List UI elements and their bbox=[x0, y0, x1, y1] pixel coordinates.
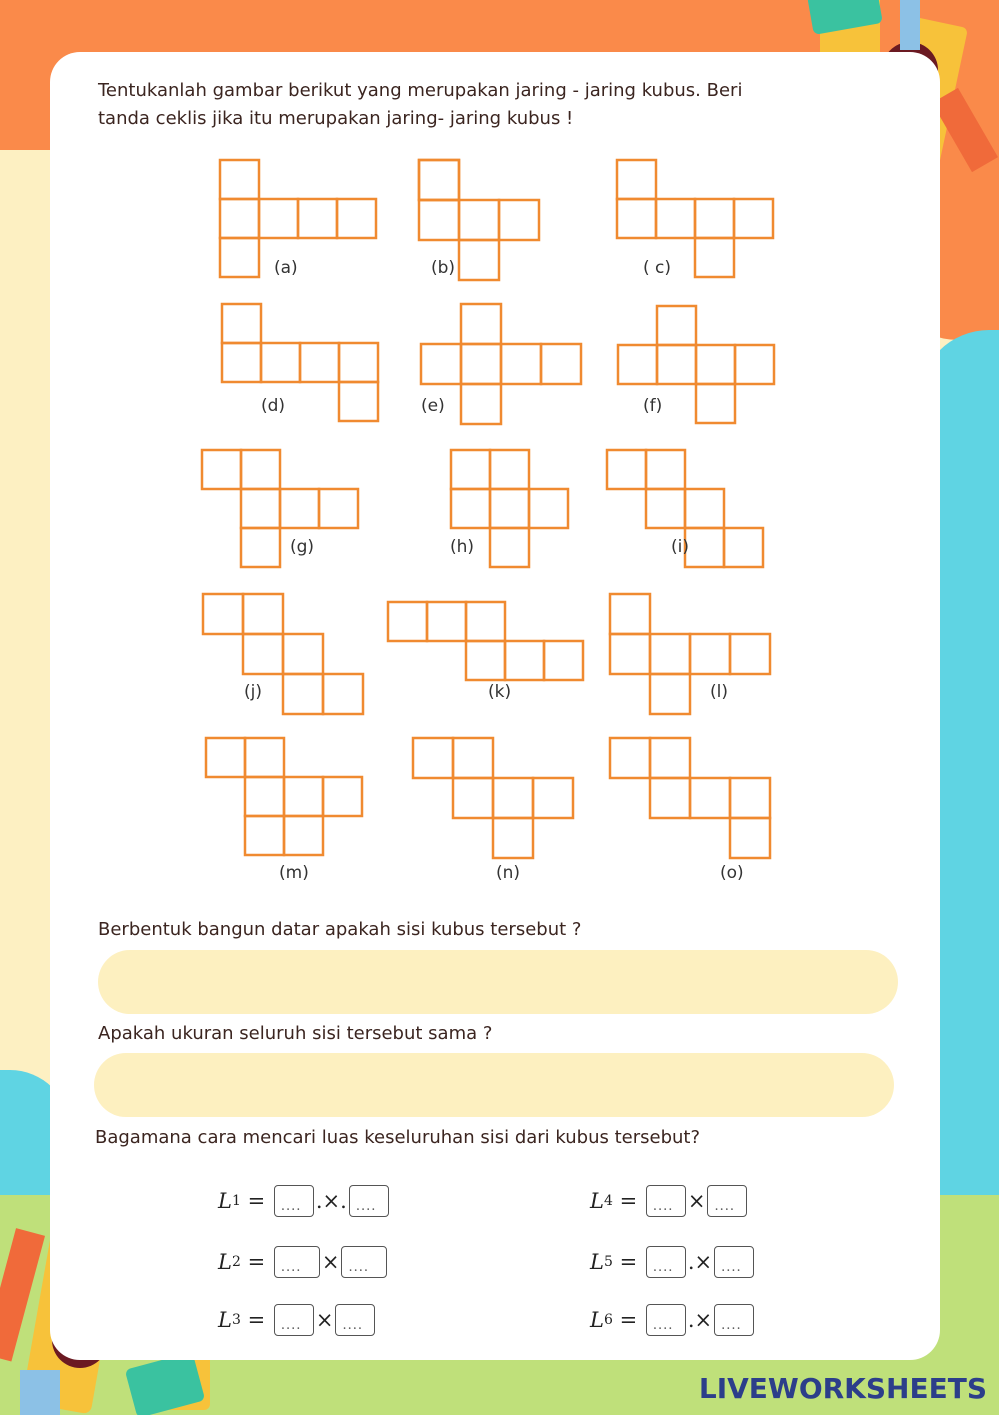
net-square bbox=[222, 304, 261, 343]
net-square bbox=[696, 345, 735, 384]
net-square bbox=[690, 778, 730, 818]
net-square bbox=[607, 450, 646, 489]
cube-net-g[interactable] bbox=[202, 450, 358, 567]
cube-net-l[interactable] bbox=[610, 594, 770, 714]
net-square bbox=[245, 816, 284, 855]
formula-var: L bbox=[218, 1189, 232, 1213]
net-label-d: (d) bbox=[261, 396, 286, 416]
net-label-b: (b) bbox=[431, 258, 456, 278]
answer-box-l6-a[interactable] bbox=[646, 1304, 686, 1336]
net-square bbox=[730, 778, 770, 818]
cube-net-c[interactable] bbox=[617, 160, 773, 277]
net-square bbox=[650, 738, 690, 778]
formula-eq: = bbox=[247, 1189, 266, 1213]
net-square bbox=[413, 738, 453, 778]
answer-box-l4-a[interactable] bbox=[646, 1185, 686, 1217]
cube-net-a[interactable] bbox=[220, 160, 376, 277]
net-label-k: (k) bbox=[488, 682, 512, 702]
net-square bbox=[730, 634, 770, 674]
formula-op: × bbox=[315, 1308, 334, 1332]
net-square bbox=[283, 674, 323, 714]
net-square bbox=[245, 738, 284, 777]
net-label-l: (l) bbox=[710, 682, 728, 702]
net-square bbox=[427, 602, 466, 641]
answer-box-l5-a[interactable] bbox=[646, 1246, 686, 1278]
net-label-e: (e) bbox=[421, 396, 445, 416]
answer-box-l1-a[interactable] bbox=[274, 1185, 314, 1217]
formula-var: L bbox=[590, 1189, 604, 1213]
instruction-line-2: tanda ceklis jika itu merupakan jaring- jaring kubus ! bbox=[98, 108, 574, 129]
net-square bbox=[490, 450, 529, 489]
net-square bbox=[453, 778, 493, 818]
net-label-m: (m) bbox=[279, 863, 309, 883]
formula-op: .×. bbox=[315, 1189, 347, 1213]
net-square bbox=[734, 199, 773, 238]
net-square bbox=[696, 384, 735, 423]
net-square bbox=[657, 345, 696, 384]
formula-l6 bbox=[590, 1304, 756, 1336]
cube-net-f[interactable] bbox=[618, 306, 774, 423]
question-1: Berbentuk bangun datar apakah sisi kubus tersebut ? bbox=[98, 919, 582, 940]
net-square bbox=[241, 450, 280, 489]
formula-l4 bbox=[590, 1185, 749, 1217]
net-square bbox=[610, 594, 650, 634]
net-square bbox=[419, 160, 459, 200]
formula-l1 bbox=[218, 1185, 391, 1217]
formula-sub: 6 bbox=[603, 1312, 613, 1328]
net-square bbox=[490, 528, 529, 567]
net-square bbox=[323, 674, 363, 714]
net-square bbox=[243, 634, 283, 674]
net-square bbox=[493, 778, 533, 818]
cube-net-o[interactable] bbox=[610, 738, 770, 858]
net-square bbox=[222, 343, 261, 382]
formula-op: .× bbox=[687, 1308, 713, 1332]
net-label-c: ( c) bbox=[643, 258, 672, 278]
net-square bbox=[220, 160, 259, 199]
net-label-g: (g) bbox=[290, 537, 315, 557]
net-square bbox=[650, 634, 690, 674]
net-square bbox=[451, 450, 490, 489]
formula-eq: = bbox=[247, 1250, 266, 1274]
net-square bbox=[646, 489, 685, 528]
net-square bbox=[206, 738, 245, 777]
net-square bbox=[695, 238, 734, 277]
net-square bbox=[451, 489, 490, 528]
net-square bbox=[220, 199, 259, 238]
net-square bbox=[610, 634, 650, 674]
net-square bbox=[656, 199, 695, 238]
net-square bbox=[259, 199, 298, 238]
net-square bbox=[730, 818, 770, 858]
net-square bbox=[339, 343, 378, 382]
net-square bbox=[298, 199, 337, 238]
net-square bbox=[617, 199, 656, 238]
formula-op: × bbox=[321, 1250, 340, 1274]
cube-net-e[interactable] bbox=[421, 304, 581, 424]
formula-sub: 5 bbox=[603, 1254, 613, 1270]
net-square bbox=[319, 489, 358, 528]
net-label-h: (h) bbox=[450, 537, 475, 557]
net-square bbox=[261, 343, 300, 382]
net-square bbox=[388, 602, 427, 641]
answer-field-1[interactable] bbox=[98, 950, 898, 1014]
net-square bbox=[490, 489, 529, 528]
formula-sub: 2 bbox=[231, 1254, 241, 1270]
cube-net-d[interactable] bbox=[222, 304, 378, 421]
answer-box-l3-b[interactable] bbox=[335, 1304, 375, 1336]
net-label-n: (n) bbox=[496, 863, 521, 883]
net-label-i: (i) bbox=[671, 537, 689, 557]
net-square bbox=[544, 641, 583, 680]
answer-box-l1-b[interactable] bbox=[349, 1185, 389, 1217]
net-square bbox=[419, 200, 459, 240]
formula-var: L bbox=[590, 1250, 604, 1274]
net-square bbox=[453, 738, 493, 778]
net-square bbox=[245, 777, 284, 816]
net-square bbox=[284, 777, 323, 816]
cube-net-k[interactable] bbox=[388, 602, 583, 680]
liveworksheets-logo: LIVEWORKSHEETS bbox=[698, 1372, 987, 1405]
net-square bbox=[419, 160, 459, 200]
formula-eq: = bbox=[619, 1189, 638, 1213]
net-square bbox=[499, 200, 539, 240]
net-square bbox=[533, 778, 573, 818]
net-square bbox=[339, 382, 378, 421]
net-square bbox=[203, 594, 243, 634]
answer-box-l5-b[interactable] bbox=[714, 1246, 754, 1278]
formula-l5 bbox=[590, 1246, 756, 1278]
formula-op: × bbox=[687, 1189, 706, 1213]
net-square bbox=[466, 602, 505, 641]
net-square bbox=[695, 199, 734, 238]
net-label-j: (j) bbox=[244, 682, 262, 702]
net-square bbox=[323, 777, 362, 816]
net-square bbox=[529, 489, 568, 528]
answer-box-l4-b[interactable] bbox=[707, 1185, 747, 1217]
net-square bbox=[461, 384, 501, 424]
formula-sub: 3 bbox=[231, 1312, 241, 1328]
net-square bbox=[243, 594, 283, 634]
net-square bbox=[461, 304, 501, 344]
question-3: Bagamana cara mencari luas keseluruhan sisi dari kubus tersebut? bbox=[95, 1127, 701, 1148]
formula-op: .× bbox=[687, 1250, 713, 1274]
formula-var: L bbox=[590, 1308, 604, 1332]
answer-box-l2-a[interactable] bbox=[274, 1246, 320, 1278]
net-square bbox=[300, 343, 339, 382]
net-label-o: (o) bbox=[720, 863, 744, 883]
net-square bbox=[459, 200, 499, 240]
cube-net-n[interactable] bbox=[413, 738, 573, 858]
answer-box-l6-b[interactable] bbox=[714, 1304, 754, 1336]
net-square bbox=[685, 528, 724, 567]
net-square bbox=[461, 344, 501, 384]
net-square bbox=[220, 238, 259, 277]
answer-box-l3-a[interactable] bbox=[274, 1304, 314, 1336]
answer-box-l2-b[interactable] bbox=[341, 1246, 387, 1278]
formula-sub: 4 bbox=[603, 1193, 613, 1209]
net-square bbox=[618, 345, 657, 384]
answer-field-2[interactable] bbox=[94, 1053, 894, 1117]
cube-net-m[interactable] bbox=[206, 738, 362, 855]
net-square bbox=[241, 489, 280, 528]
net-square bbox=[241, 528, 280, 567]
net-square bbox=[685, 489, 724, 528]
net-square bbox=[280, 489, 319, 528]
net-square bbox=[493, 818, 533, 858]
net-label-a: (a) bbox=[274, 258, 298, 278]
net-square bbox=[657, 306, 696, 345]
net-square bbox=[735, 345, 774, 384]
cube-net-j[interactable] bbox=[203, 594, 363, 714]
formula-eq: = bbox=[247, 1308, 266, 1332]
net-square bbox=[650, 674, 690, 714]
net-square bbox=[617, 160, 656, 199]
net-square bbox=[337, 199, 376, 238]
net-square bbox=[284, 816, 323, 855]
net-square bbox=[724, 528, 763, 567]
instruction-line-1: Tentukanlah gambar berikut yang merupakan jaring - jaring kubus. Beri bbox=[98, 80, 743, 101]
net-square bbox=[202, 450, 241, 489]
net-square bbox=[646, 450, 685, 489]
net-square bbox=[283, 634, 323, 674]
net-label-f: (f) bbox=[643, 396, 663, 416]
net-square bbox=[501, 344, 541, 384]
formula-sub: 1 bbox=[231, 1193, 241, 1209]
formula-var: L bbox=[218, 1308, 232, 1332]
formula-var: L bbox=[218, 1250, 232, 1274]
net-square bbox=[466, 641, 505, 680]
net-square bbox=[459, 240, 499, 280]
net-square bbox=[610, 738, 650, 778]
net-square bbox=[505, 641, 544, 680]
question-2: Apakah ukuran seluruh sisi tersebut sama ? bbox=[98, 1023, 493, 1044]
net-square bbox=[650, 778, 690, 818]
net-square bbox=[421, 344, 461, 384]
net-square bbox=[690, 634, 730, 674]
formula-l3 bbox=[218, 1304, 377, 1336]
formula-eq: = bbox=[619, 1308, 638, 1332]
formula-l2 bbox=[218, 1246, 389, 1278]
net-square bbox=[541, 344, 581, 384]
formula-eq: = bbox=[619, 1250, 638, 1274]
